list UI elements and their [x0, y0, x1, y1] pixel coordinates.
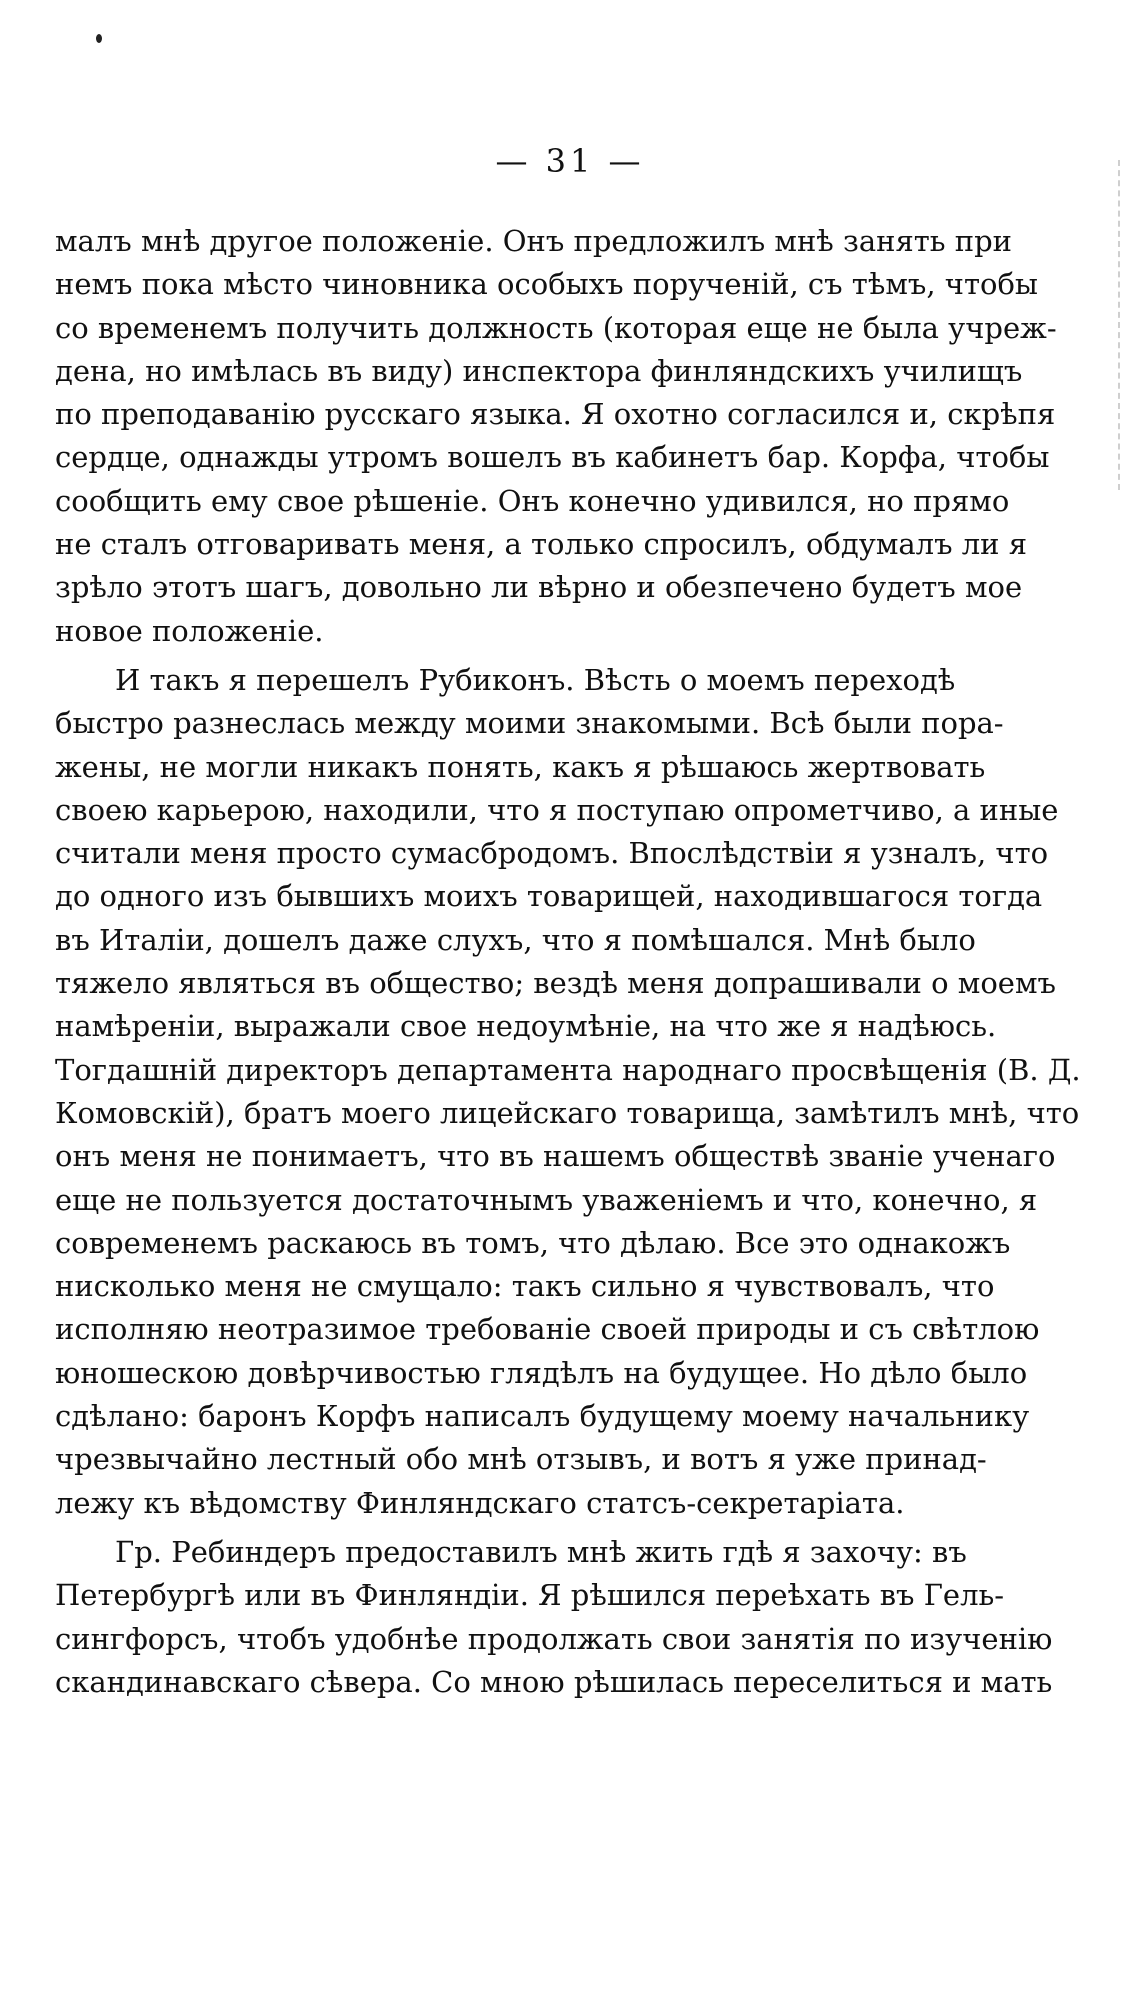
ink-speck	[96, 34, 102, 43]
text-line: юношескою довѣрчивостью глядѣлъ на будущее. Но дѣло было	[55, 1355, 1028, 1390]
text-line: въ Италіи, дошелъ даже слухъ, что я помѣшался. Мнѣ было	[55, 922, 976, 957]
text-line: сердце, однажды утромъ вошелъ въ кабинетъ бар. Корфа, чтобы	[55, 440, 1050, 475]
text-line: быстро разнеслась между моими знакомыми. Всѣ были пора-	[55, 706, 1004, 741]
text-line: зрѣло этотъ шагъ, довольно ли вѣрно и обезпечено будетъ мое	[55, 570, 1023, 605]
body-text	[55, 220, 1081, 1704]
text-line: Гр. Ребиндеръ предоставилъ мнѣ жить гдѣ я захочу: въ	[115, 1534, 967, 1569]
text-line: Комовскій), братъ моего лицейскаго товарища, замѣтилъ мнѣ, что	[55, 1095, 1080, 1130]
text-line: немъ пока мѣсто чиновника особыхъ порученій, съ тѣмъ, чтобы	[55, 267, 1038, 302]
text-line: своею карьерою, находили, что я поступаю опрометчиво, а иные	[55, 792, 1059, 827]
text-line: И такъ я перешелъ Рубиконъ. Вѣсть о моемъ переходѣ	[115, 662, 956, 697]
text-line: скандинавскаго сѣвера. Со мною рѣшилась переселиться и мать	[55, 1664, 1053, 1699]
text-line: со временемъ получить должность (которая еще не была учреж-	[55, 310, 1057, 345]
text-line: Тогдашній директоръ департамента народнаго просвѣщенія (В. Д.	[55, 1052, 1081, 1087]
text-line: тяжело являться въ общество; вездѣ меня допрашивали о моемъ	[55, 966, 1056, 1001]
text-line: по преподаванію русскаго языка. Я охотно согласился и, скрѣпя	[55, 397, 1056, 432]
text-line: сообщить ему свое рѣшеніе. Онъ конечно удивился, но прямо	[55, 483, 1010, 518]
text-line: дена, но имѣлась въ виду) инспектора финляндскихъ училищъ	[55, 353, 1023, 388]
text-line: онъ меня не понимаетъ, что въ нашемъ обществѣ званіе ученаго	[55, 1139, 1056, 1174]
text-line: исполняю неотразимое требованіе своей природы и съ свѣтлою	[55, 1312, 1040, 1347]
text-line: нисколько меня не смущало: такъ сильно я чувствовалъ, что	[55, 1269, 995, 1304]
text-line: новое положеніе.	[55, 613, 324, 648]
page-number: — 31 —	[495, 142, 645, 180]
text-line: малъ мнѣ другое положеніе. Онъ предложилъ мнѣ занять при	[55, 224, 1013, 258]
text-line: сингфорсъ, чтобъ удобнѣе продолжать свои занятія по изученію	[55, 1621, 1053, 1656]
text-line: еще не пользуется достаточнымъ уваженіемъ и что, конечно, я	[55, 1182, 1038, 1217]
text-line: не сталъ отговаривать меня, а только спросилъ, обдумалъ ли я	[55, 527, 1028, 562]
text-line: сдѣлано: баронъ Корфъ написалъ будущему моему начальнику	[55, 1399, 1030, 1434]
text-line: до одного изъ бывшихъ моихъ товарищей, находившагося тогда	[55, 879, 1043, 914]
text-line: считали меня просто сумасбродомъ. Впослѣдствіи я узналъ, что	[55, 836, 1049, 871]
text-line: Петербургѣ или въ Финляндіи. Я рѣшился переѣхать въ Гель-	[55, 1578, 1005, 1613]
text-line: лежу къ вѣдомству Финляндскаго статсъ-секретаріата.	[55, 1485, 905, 1520]
text-line: современемъ раскаюсь въ томъ, что дѣлаю. Все это однакожъ	[55, 1225, 1011, 1260]
text-line: намѣреніи, выражали свое недоумѣніе, на что же я надѣюсь.	[55, 1009, 997, 1044]
page-edge-mark	[1118, 160, 1120, 490]
text-line: жены, не могли никакъ понять, какъ я рѣшаюсь жертвовать	[55, 749, 986, 784]
text-line: чрезвычайно лестный обо мнѣ отзывъ, и вотъ я уже принад-	[55, 1442, 987, 1477]
